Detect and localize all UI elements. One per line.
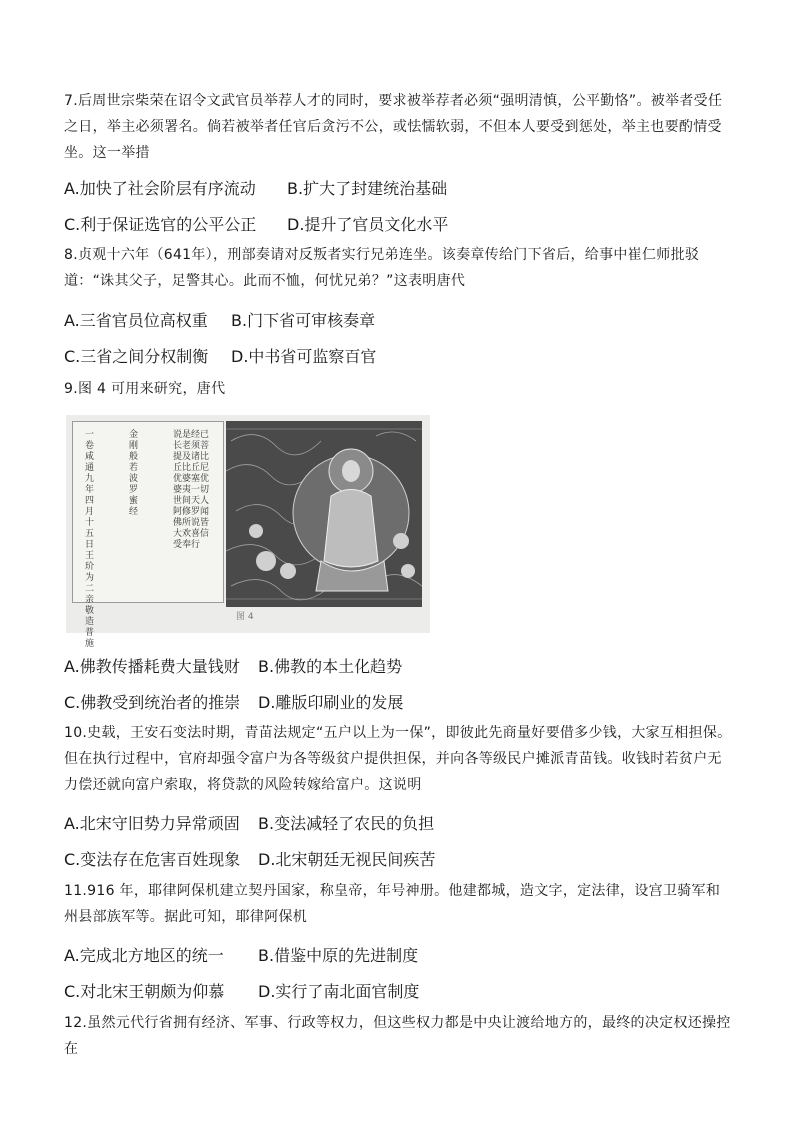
question-9-option-b[interactable]: B.佛教的本土化趋势 [258, 657, 403, 676]
question-8-option-a[interactable]: A.三省官员位高权重 [64, 311, 208, 330]
question-7-option-d[interactable]: D.提升了官员文化水平 [287, 215, 449, 234]
scripture-column: 说是经已长老须菩提及诸比丘比丘尼优婆塞优婆夷一切世间天人阿修罗闻佛所说皆大欢喜信受奉行 [173, 430, 210, 550]
scripture-text-panel [72, 421, 224, 649]
question-11-stem: 11.916 年，耶律阿保机建立契丹国家，称皇帝，年号神册。他建都城，造文字，定法律，设宫卫骑军和州县部族军等。据此可知，耶律阿保机 [64, 883, 721, 925]
buddha-woodcut-graphic [226, 421, 422, 607]
question-10-option-c[interactable]: C.变法存在危害百姓现象 [64, 850, 241, 869]
question-9-option-d[interactable]: D.雕版印刷业的发展 [258, 693, 404, 712]
question-11-option-a[interactable]: A.完成北方地区的统一 [64, 946, 224, 965]
question-7-option-b[interactable]: B.扩大了封建统治基础 [287, 179, 448, 198]
buddha-illustration [226, 421, 422, 607]
question-7-option-c[interactable]: C.利于保证选官的公平公正 [64, 215, 257, 234]
question-8-option-b[interactable]: B.门下省可审核奏章 [231, 311, 376, 330]
question-10-option-a[interactable]: A.北宋守旧势力异常顽固 [64, 814, 240, 833]
question-11-option-c[interactable]: C.对北宋王朝颇为仰慕 [64, 982, 225, 1001]
question-8-stem: 8.贞观十六年（641年），刑部奏请对反叛者实行兄弟连坐。该奏章传给门下省后，给事中崔仁师批驳道：“诛其父子，足警其心。此而不恤，何忧兄弟？”这表明唐代 [64, 247, 700, 289]
scripture-column: 一卷咸通九年四月十五日王玠为二亲敬造普施 [85, 430, 95, 649]
question-7-stem: 7.后周世宗柴荣在诏令文武官员举荐人才的同时，要求被举荐者必须“强明清慎，公平勤恪”。被举者受任之日，举主必须署名。倘若被举者任官后贪污不公，或怯懦软弱，不但本人要受到惩处，举主也要酌情受坐。这一举措 [64, 93, 723, 161]
question-10-stem: 10.史载，王安石变法时期，青苗法规定“五户以上为一保”，即彼此先商量好要借多少钱，大家互相担保。但在执行过程中，官府却强令富户为各等级贫户提供担保，并向各等级民户摊派青苗钱。收钱时若贫户无力偿还就向富户索取，将贷款的风险转嫁给富户。这说明 [64, 725, 732, 793]
question-8-option-c[interactable]: C.三省之间分权制衡 [64, 347, 209, 366]
question-9-option-c[interactable]: C.佛教受到统治者的推崇 [64, 693, 241, 712]
question-10-option-b[interactable]: B.变法减轻了农民的负担 [258, 814, 435, 833]
question-11-option-b[interactable]: B.借鉴中原的先进制度 [258, 946, 419, 965]
scripture-column: 金刚般若波罗蜜经 [129, 430, 139, 517]
question-8-option-d[interactable]: D.中书省可监察百官 [231, 347, 377, 366]
question-10-option-d[interactable]: D.北宋朝廷无视民间疾苦 [258, 850, 436, 869]
question-12-stem: 12.虽然元代行省拥有经济、军事、行政等权力，但这些权力都是中央让渡给地方的，最终的决定权还操控在 [64, 1015, 731, 1057]
question-7-option-a[interactable]: A.加快了社会阶层有序流动 [64, 179, 256, 198]
figure-4-image [66, 415, 430, 649]
figure-caption: 图 4 [236, 612, 254, 622]
question-9-stem: 9.图 4 可用来研究，唐代 [64, 381, 226, 397]
question-9-option-a[interactable]: A.佛教传播耗费大量钱财 [64, 657, 240, 676]
question-11-option-d[interactable]: D.实行了南北面官制度 [258, 982, 420, 1001]
